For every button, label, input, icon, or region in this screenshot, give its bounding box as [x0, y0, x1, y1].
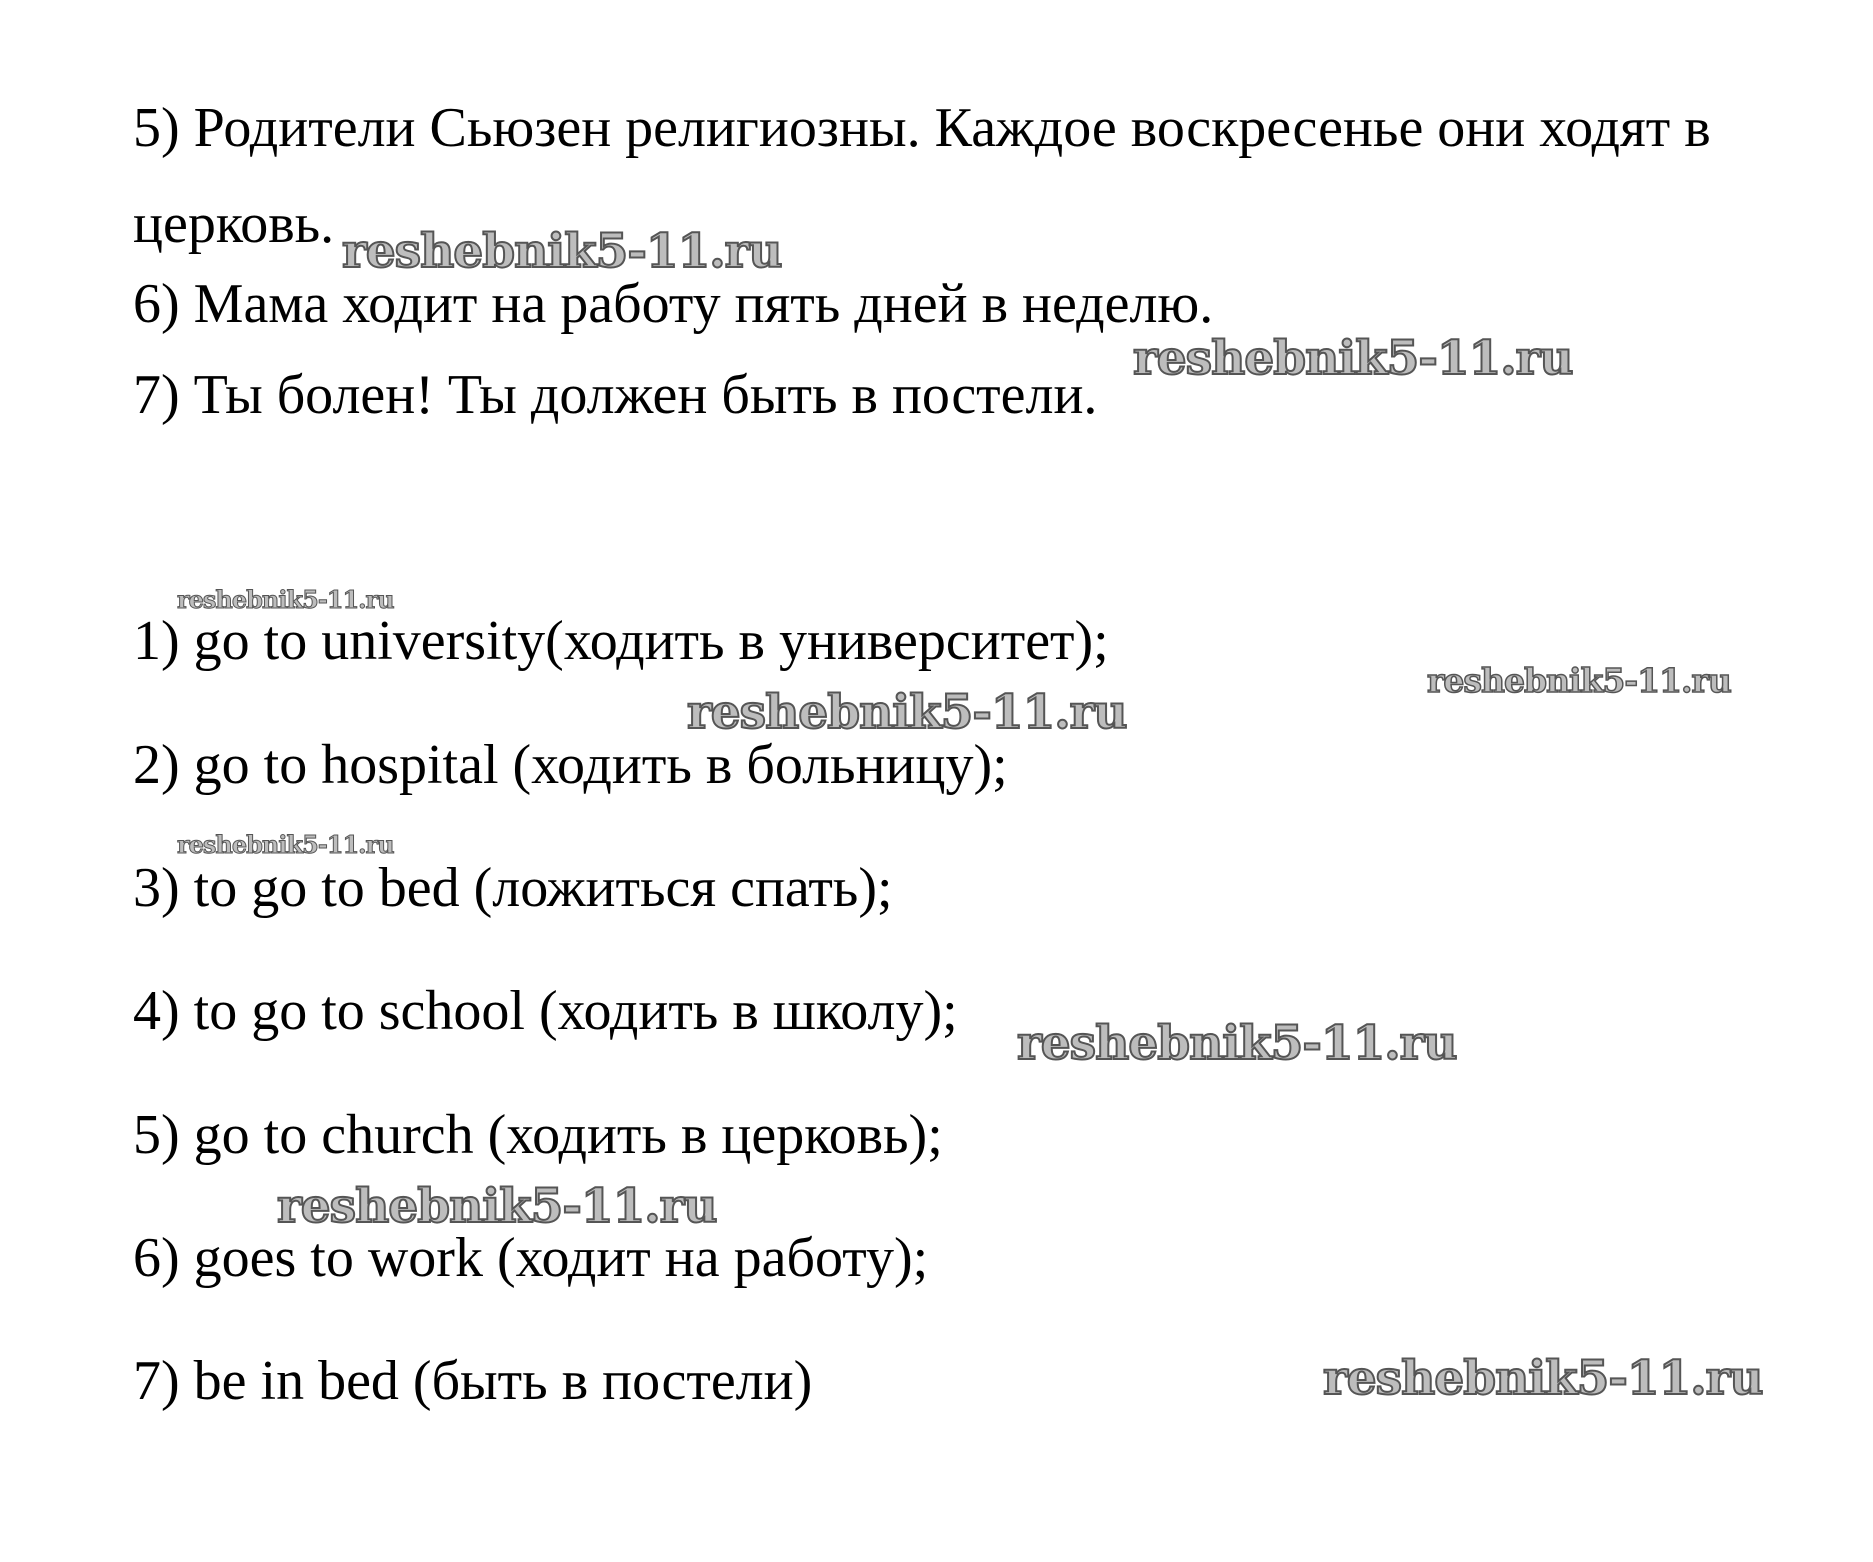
watermark: reshebnik5-11.ru [277, 1179, 717, 1234]
answer-item-6: 6) goes to work (ходит на работу); [133, 1227, 929, 1289]
translation-line-6: 6) Мама ходит на работу пять дней в неделю. [133, 273, 1214, 335]
answer-item-4: 4) to go to school (ходить в школу); [133, 980, 958, 1042]
watermark: reshebnik5-11.ru [177, 585, 394, 614]
watermark: reshebnik5-11.ru [1133, 331, 1573, 386]
watermark: reshebnik5-11.ru [687, 685, 1127, 740]
answer-item-3: 3) to go to bed (ложиться спать); [133, 857, 893, 919]
watermark: reshebnik5-11.ru [177, 830, 394, 859]
watermark: reshebnik5-11.ru [1323, 1351, 1763, 1406]
answer-item-2: 2) go to hospital (ходить в больницу); [133, 734, 1008, 796]
answer-item-1: 1) go to university(ходить в университет); [133, 610, 1109, 672]
answer-item-5: 5) go to church (ходить в церковь); [133, 1104, 943, 1166]
answer-item-7: 7) be in bed (быть в постели) [133, 1350, 813, 1412]
watermark: reshebnik5-11.ru [1017, 1016, 1457, 1071]
watermark: reshebnik5-11.ru [342, 224, 782, 279]
translation-line-5b: церковь. [133, 193, 335, 255]
translation-line-5a: 5) Родители Сьюзен религиозны. Каждое воскресенье они ходят в [133, 97, 1711, 159]
watermark: reshebnik5-11.ru [1427, 661, 1731, 700]
translation-line-7: 7) Ты болен! Ты должен быть в постели. [133, 364, 1098, 426]
